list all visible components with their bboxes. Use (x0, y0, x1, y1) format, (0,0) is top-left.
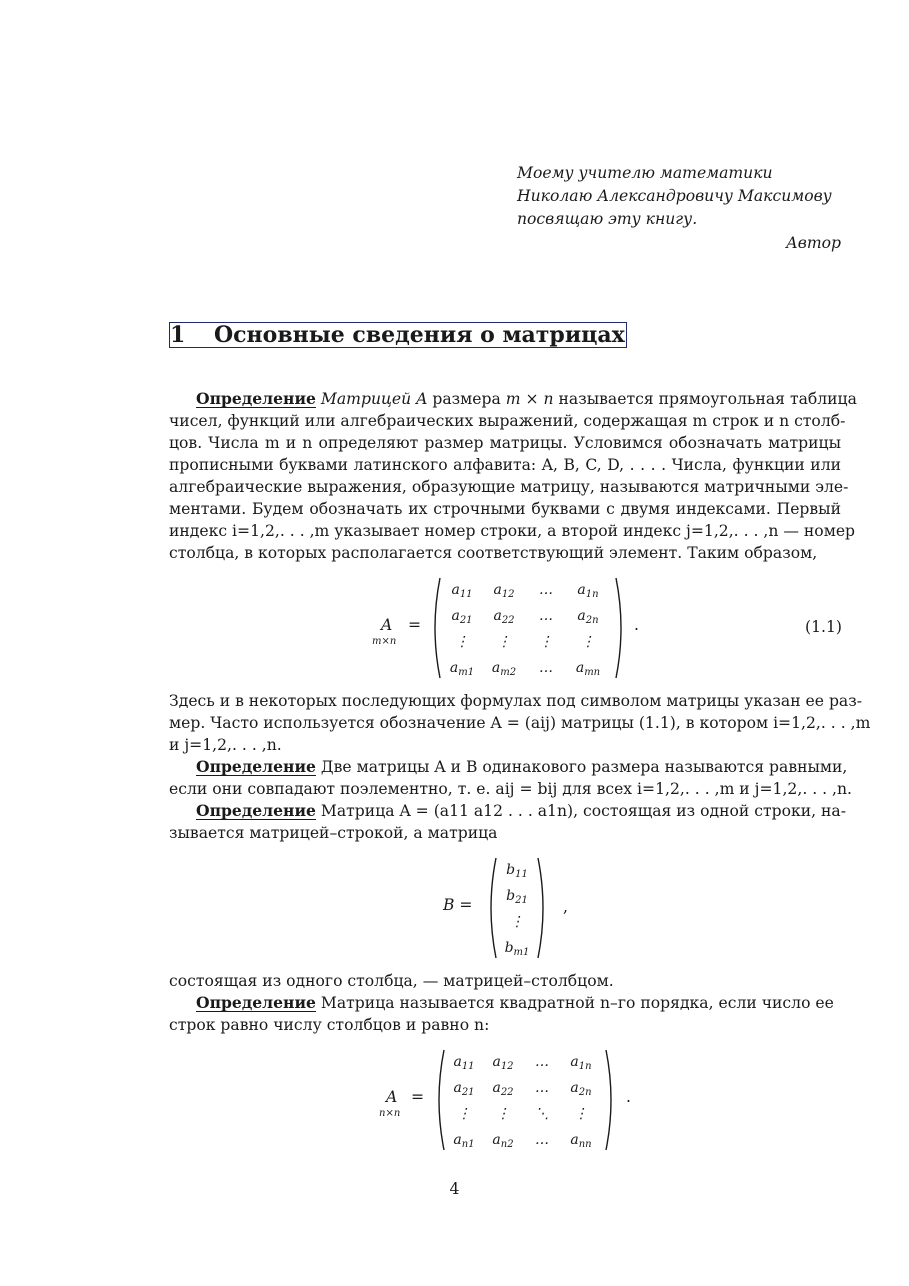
dedication-author: Автор (785, 234, 841, 252)
eq2-comma: , (563, 898, 568, 916)
math-mxn: m × n (505, 390, 554, 408)
section-number: 1 (170, 322, 186, 348)
paragraph-3-line-1 (196, 756, 848, 778)
definition-label: Определение (196, 389, 316, 408)
dedication-line-1: Моему учителю математики (517, 164, 773, 182)
matrix-cell: $a_{1n}$ (570, 1054, 592, 1072)
dedication-line-3: посвящаю эту книгу. (517, 210, 698, 228)
paragraph-2-line-1: Здесь и в некоторых последующих формулах под символом матрицы указан ее раз- (169, 692, 863, 710)
matrix-cell: $a_{22}$ (492, 1080, 514, 1098)
paragraph-3-line-2: если они совпадают поэлементно, т. е. aij = bij для всех i=1,2,. . . ,m и j=1,2,. . . ,n. (169, 780, 853, 798)
matrix-cell: … (539, 582, 553, 598)
paragraph-1-line-1 (196, 388, 857, 410)
equation-square-matrix (0, 1042, 909, 1157)
paragraph-1-line-7: индекс i=1,2,. . . ,m указывает номер строки, а второй индекс j=1,2,. . . ,n — номер (169, 522, 856, 540)
definition-square-text: Матрица называется квадратной n–го порядка, если число ее (320, 994, 834, 1012)
matrix-cell: ⋮ (510, 914, 524, 930)
matrix-cell: $a_{2n}$ (577, 608, 599, 626)
matrix-cell: … (539, 608, 553, 624)
matrix-cell: ⋮ (497, 634, 511, 650)
definition-label: Определение (196, 993, 316, 1012)
equation-1-1 (0, 570, 909, 685)
definition-equal-text: Две матрицы A и B одинакового размера называются равными, (320, 758, 848, 776)
matrix-cell: … (535, 1080, 549, 1096)
matrix-cell: ⋮ (496, 1106, 510, 1122)
eq1-lhs: A (381, 616, 393, 634)
paragraph-5-line-1: состоящая из одного столбца, — матрицей–столбцом. (169, 972, 614, 990)
page-number: 4 (449, 1180, 460, 1198)
paragraph-1-line-2: чисел, функций или алгебраических выражений, содержащая m строк и n столб- (169, 412, 846, 430)
matrix-cell: $a_{m2}$ (491, 660, 517, 678)
matrix-cell: … (535, 1054, 549, 1070)
matrix-cell: … (539, 660, 553, 676)
dedication-line-2: Николаю Александровичу Максимову (517, 187, 832, 205)
text-called: называется прямоугольная таблица (558, 390, 857, 408)
eq3-lhs: A (386, 1088, 398, 1106)
matrix-cell: $a_{m1}$ (449, 660, 475, 678)
paragraph-4-line-1 (196, 800, 847, 822)
matrix-cell: $a_{n1}$ (453, 1132, 475, 1150)
paragraph-6-line-2: строк равно числу столбцов и равно n: (169, 1016, 490, 1034)
paragraph-4-line-2: зывается матрицей–строкой, а матрица (169, 824, 498, 842)
matrix-cell: ⋮ (455, 634, 469, 650)
matrix-cell: $b_{21}$ (506, 888, 528, 906)
matrix-cell: ⋱ (535, 1106, 549, 1122)
eq1-lhs-size: m×n (372, 636, 397, 647)
paragraph-2-line-3: и j=1,2,. . . ,n. (169, 736, 282, 754)
matrix-cell: ⋮ (457, 1106, 471, 1122)
paragraph-1-line-8: столбца, в которых располагается соответствующий элемент. Таким образом, (169, 544, 818, 562)
matrix-cell: $a_{21}$ (451, 608, 473, 626)
paragraph-1-line-5: алгебраические выражения, образующие матрицу, называются матричными эле- (169, 478, 849, 496)
eq3-equals: = (411, 1088, 425, 1106)
section-heading-link[interactable] (169, 322, 627, 348)
matrix-cell: … (535, 1132, 549, 1148)
matrix-cell: $a_{2n}$ (570, 1080, 592, 1098)
eq3-lhs-size: n×n (379, 1108, 401, 1119)
paragraph-1-line-6: ментами. Будем обозначать их строчными буквами с двумя индексами. Первый (169, 500, 841, 518)
matrix-cell: $a_{22}$ (493, 608, 515, 626)
matrix-cell: $a_{n2}$ (492, 1132, 514, 1150)
matrix-cell: $b_{11}$ (506, 862, 528, 880)
matrix-cell: $a_{nn}$ (570, 1132, 592, 1150)
matrix-cell: $a_{11}$ (453, 1054, 475, 1072)
matrix-cell: $a_{mn}$ (575, 660, 601, 678)
math-A: A (416, 390, 428, 408)
matrix-cell: $a_{12}$ (492, 1054, 514, 1072)
eq1-label: (1.1) (805, 618, 842, 636)
eq1-equals: = (408, 616, 422, 634)
equation-column-vector (0, 850, 909, 965)
section-title: Основные сведения о матрицах (214, 322, 625, 348)
matrix-cell: $a_{12}$ (493, 582, 515, 600)
matrix-cell: ⋮ (539, 634, 553, 650)
matrix-cell: ⋮ (574, 1106, 588, 1122)
definition-label: Определение (196, 801, 316, 820)
definition-row-text: Матрица A = (a11 a12 . . . a1n), состоящая из одной строки, на- (320, 802, 847, 820)
paragraph-6-line-1 (196, 992, 841, 1014)
definition-label: Определение (196, 757, 316, 776)
term-matrix: Матрицей (320, 390, 412, 408)
eq1-period: . (634, 616, 639, 634)
eq3-period: . (626, 1088, 631, 1106)
matrix-cell: $b_{m1}$ (504, 940, 530, 958)
paragraph-1-line-4: прописными буквами латинского алфавита: A, B, C, D, . . . . Числа, функции или (169, 456, 841, 474)
matrix-cell: $a_{11}$ (451, 582, 473, 600)
text-size: размера (432, 390, 501, 408)
paragraph-2-line-2: мер. Часто используется обозначение A = (aij) матрицы (1.1), в котором i=1,2,. . . ,m (169, 714, 871, 732)
paragraph-1-line-3: цов. Числа m и n определяют размер матрицы. Условимся обозначать матрицы (169, 434, 841, 452)
eq2-lhs: B = (443, 896, 473, 914)
matrix-cell: $a_{21}$ (453, 1080, 475, 1098)
matrix-cell: $a_{1n}$ (577, 582, 599, 600)
matrix-cell: ⋮ (581, 634, 595, 650)
